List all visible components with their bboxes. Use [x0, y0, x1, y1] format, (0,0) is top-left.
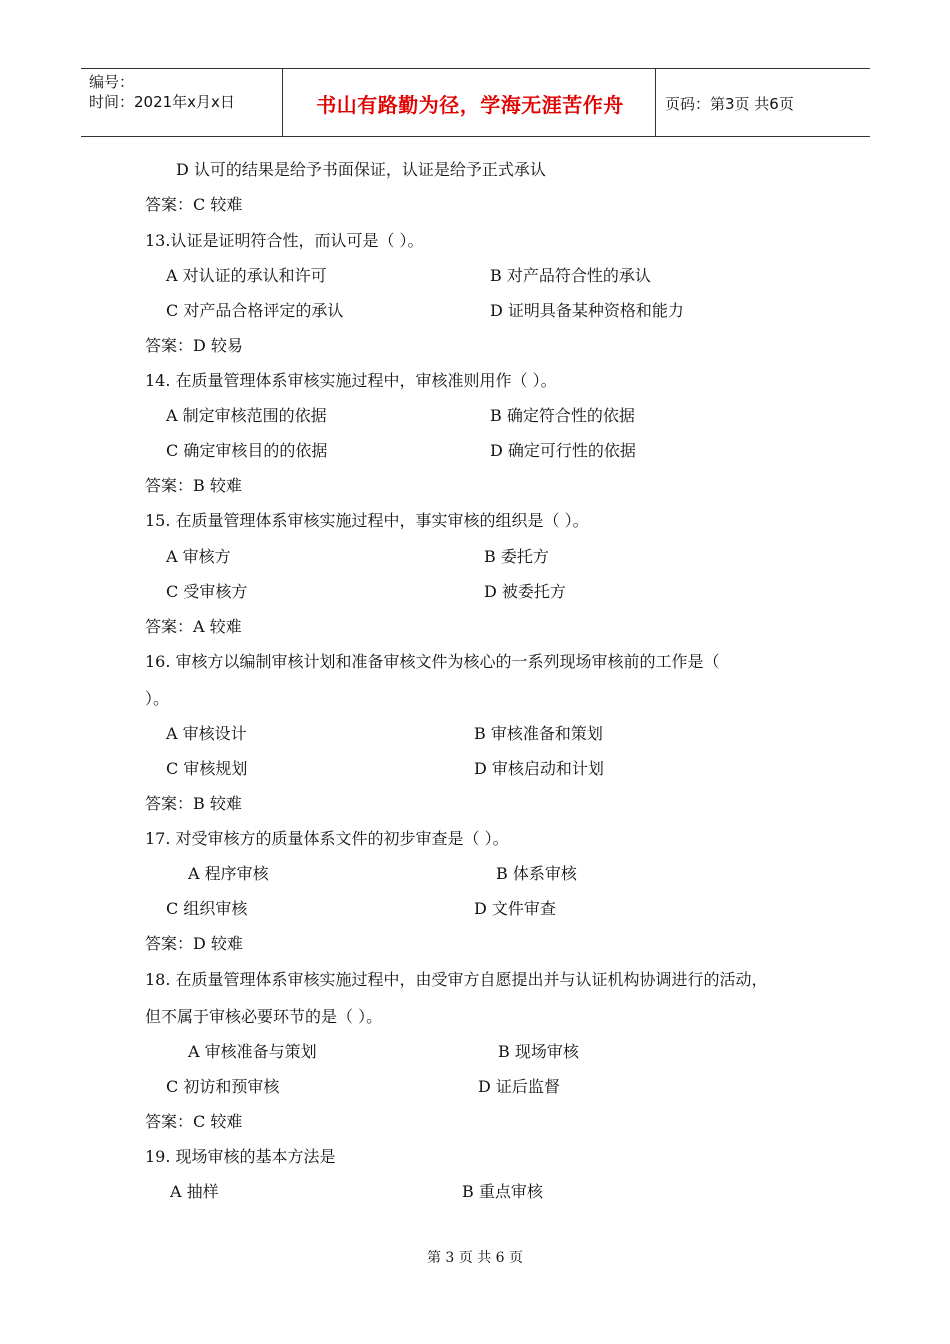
document-line: D 文件审查 — [474, 899, 556, 918]
document-line: 18. 在质量管理体系审核实施过程中，由受审方自愿提出并与认证机构协调进行的活动， — [145, 970, 768, 989]
document-line: A 程序审核 — [188, 864, 269, 883]
document-line: C 确定审核目的的依据 — [166, 441, 328, 460]
document-line: D 确定可行性的依据 — [490, 441, 636, 460]
document-line: 答案：D 较难 — [145, 934, 243, 953]
document-line: A 审核方 — [166, 547, 231, 566]
document-line: D 被委托方 — [484, 582, 566, 601]
header-page-label: 页码：第3页 共6页 — [665, 95, 794, 113]
document-line: 15. 在质量管理体系审核实施过程中，事实审核的组织是（ ）。 — [145, 511, 589, 530]
document-line: 答案：A 较难 — [145, 617, 242, 636]
document-line: A 对认证的承认和许可 — [166, 266, 327, 285]
document-line: 13.认证是证明符合性，而认可是（ ）。 — [145, 231, 424, 250]
document-line: 19. 现场审核的基本方法是 — [145, 1147, 336, 1166]
document-line: B 现场审核 — [498, 1042, 579, 1061]
document-line: A 审核准备与策划 — [188, 1042, 317, 1061]
document-line: 17. 对受审核方的质量体系文件的初步审查是（ ）。 — [145, 829, 509, 848]
document-line: C 组织审核 — [166, 899, 248, 918]
document-line: D 审核启动和计划 — [474, 759, 604, 778]
document-line: 答案：D 较易 — [145, 336, 243, 355]
document-line: 14. 在质量管理体系审核实施过程中，审核准则用作（ ）。 — [145, 371, 557, 390]
document-line: 答案：B 较难 — [145, 794, 242, 813]
document-line: C 受审核方 — [166, 582, 248, 601]
document-line: B 对产品符合性的承认 — [490, 266, 651, 285]
header-motto: 书山有路勤为径，学海无涯苦作舟 — [316, 93, 624, 117]
document-line: A 制定审核范围的依据 — [166, 406, 327, 425]
document-time-label: 时间：2021年x月x日 — [89, 93, 235, 111]
document-line: D 认可的结果是给予书面保证，认证是给予正式承认 — [176, 160, 546, 179]
header-info — [89, 72, 235, 112]
document-line: B 确定符合性的依据 — [490, 406, 635, 425]
document-line: D 证明具备某种资格和能力 — [490, 301, 684, 320]
document-line: A 抽样 — [170, 1182, 219, 1201]
document-line: ）。 — [145, 689, 170, 708]
document-line: B 委托方 — [484, 547, 549, 566]
document-number-label: 编号： — [89, 73, 135, 91]
document-line: 答案：C 较难 — [145, 195, 243, 214]
document-line: C 审核规划 — [166, 759, 248, 778]
document-line: C 初访和预审核 — [166, 1077, 280, 1096]
document-line: D 证后监督 — [478, 1077, 560, 1096]
document-line: B 体系审核 — [496, 864, 577, 883]
header-divider — [282, 69, 283, 136]
header-divider — [655, 69, 656, 136]
document-line: 但不属于审核必要环节的是（ ）。 — [145, 1007, 383, 1026]
page-footer: 第 3 页 共 6 页 — [426, 1250, 524, 1266]
document-line: C 对产品合格评定的承认 — [166, 301, 344, 320]
document-line: B 审核准备和策划 — [474, 724, 603, 743]
page-header — [81, 68, 870, 137]
document-line: A 审核设计 — [166, 724, 247, 743]
document-line: 16. 审核方以编制审核计划和准备审核文件为核心的一系列现场审核前的工作是（ — [145, 652, 720, 671]
document-line: 答案：C 较难 — [145, 1112, 243, 1131]
document-line: B 重点审核 — [462, 1182, 543, 1201]
document-line: 答案：B 较难 — [145, 476, 242, 495]
